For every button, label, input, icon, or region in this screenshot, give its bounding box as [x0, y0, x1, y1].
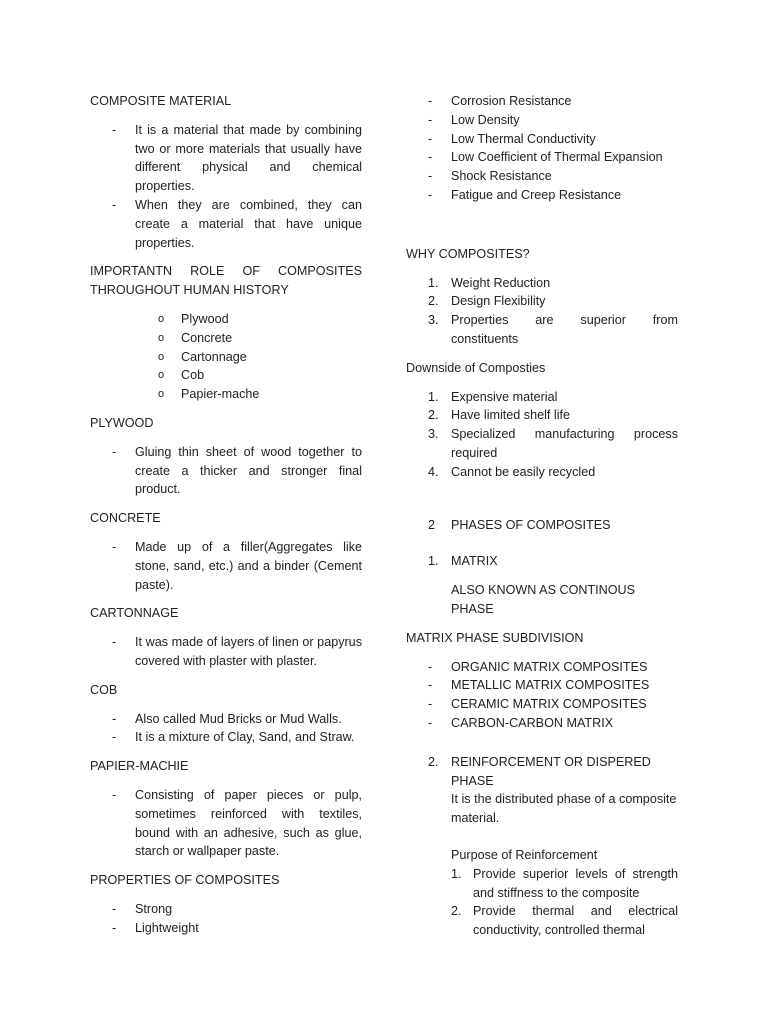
list-item: 3. Properties are superior from constituents: [428, 313, 678, 346]
matrix-note: ALSO KNOWN AS CONTINOUS PHASE: [451, 583, 636, 616]
list-item: - Low Density: [428, 112, 520, 127]
concrete-heading: CONCRETE: [90, 511, 161, 526]
list-item: - It is a mixture of Clay, Sand, and Straw.: [112, 730, 355, 745]
list-item: 1. Provide superior levels of strength and stiffness to the composite: [451, 866, 678, 900]
matrix-heading: 1. MATRIX: [428, 554, 498, 569]
purpose-heading: Purpose of Reinforcement: [451, 847, 598, 862]
list-item: - It is a material that made by combining two or more materials that usually have different physical and chemical properties.: [112, 122, 362, 194]
list-item: - Low Coefficient of Thermal Expansion: [428, 150, 663, 165]
list-item: - Gluing thin sheet of wood together to create a thicker and stronger final product.: [112, 444, 362, 497]
list-item: o Papier-mache: [158, 387, 260, 402]
downside-list: [406, 388, 678, 482]
papier-heading: PAPIER-MACHIE: [90, 759, 189, 774]
subdivision-heading: MATRIX PHASE SUBDIVISION: [406, 630, 584, 645]
list-item: o Cob: [158, 368, 205, 383]
properties-list: [90, 900, 362, 938]
cartonnage-list: [90, 633, 362, 671]
list-item: - Also called Mud Bricks or Mud Walls.: [112, 711, 342, 726]
why-list: [406, 274, 678, 349]
list-item: 1. Weight Reduction: [428, 275, 551, 290]
spacer: [406, 743, 678, 753]
reinforcement-description: It is the distributed phase of a composite material.: [451, 792, 677, 826]
composite-heading: COMPOSITE MATERIAL: [90, 94, 232, 108]
list-item: - It was made of layers of linen or papyrus covered with plaster with plaster.: [112, 635, 362, 668]
list-item: 2. Provide thermal and electrical conductivity, controlled thermal: [451, 904, 678, 938]
purpose-block: [406, 865, 678, 940]
list-item: - Strong: [112, 901, 173, 916]
list-item: 2. Have limited shelf life: [428, 408, 570, 423]
left-column: [90, 92, 362, 947]
right-column: [406, 92, 678, 950]
list-item: - Low Thermal Conductivity: [428, 131, 596, 146]
history-list: [90, 310, 362, 404]
list-item: o Concrete: [158, 330, 233, 345]
list-item: - Lightweight: [112, 920, 199, 935]
subdivision-list: [406, 658, 678, 733]
reinforcement-heading: 2. REINFORCEMENT OR DISPERED PHASE: [428, 754, 651, 788]
list-item: - Shock Resistance: [428, 169, 552, 184]
concrete-list: [90, 538, 362, 594]
cob-list: [90, 710, 362, 748]
list-item: - ORGANIC MATRIX COMPOSITES: [428, 659, 648, 674]
list-item: - Corrosion Resistance: [428, 94, 572, 108]
purpose-list: [451, 865, 678, 940]
spacer: [406, 215, 678, 245]
plywood-heading: PLYWOOD: [90, 415, 154, 430]
papier-list: [90, 786, 362, 861]
list-item: o Cartonnage: [158, 349, 247, 364]
list-item: 1. Expensive material: [428, 389, 558, 404]
list-item: - Fatigue and Creep Resistance: [428, 187, 622, 202]
list-item: 3. Specialized manufacturing process required: [428, 427, 678, 460]
cob-heading: COB: [90, 682, 118, 697]
downside-heading: Downside of Composties: [406, 360, 546, 375]
list-item: 4. Cannot be easily recycled: [428, 464, 596, 479]
phases-heading: 2 PHASES OF COMPOSITES: [428, 517, 611, 532]
list-item: - CARBON-CARBON MATRIX: [428, 715, 614, 730]
list-item: 2. Design Flexibility: [428, 294, 546, 309]
list-item: - METALLIC MATRIX COMPOSITES: [428, 678, 650, 693]
plywood-list: [90, 443, 362, 499]
composite-list: [90, 121, 362, 253]
history-heading: IMPORTANTN ROLE OF COMPOSITES THROUGHOUT HUMAN HISTORY: [90, 264, 362, 298]
list-item: - When they are combined, they can create a material that have unique properties.: [112, 197, 362, 250]
list-item: o Plywood: [158, 311, 229, 326]
cartonnage-heading: CARTONNAGE: [90, 606, 179, 621]
list-item: - Made up of a filler(Aggregates like stone, sand, etc.) and a binder (Cement paste).: [112, 539, 362, 592]
properties-continued-list: [406, 92, 678, 205]
properties-heading: PROPERTIES OF COMPOSITES: [90, 873, 280, 888]
spacer: [406, 492, 678, 516]
list-item: - CERAMIC MATRIX COMPOSITES: [428, 697, 647, 712]
spacer: [406, 828, 678, 846]
why-heading: WHY COMPOSITES?: [406, 246, 530, 261]
list-item: - Consisting of paper pieces or pulp, sometimes reinforced with textiles, bound with an adhesive, such as glue, starch or wallpaper paste.: [112, 787, 362, 859]
